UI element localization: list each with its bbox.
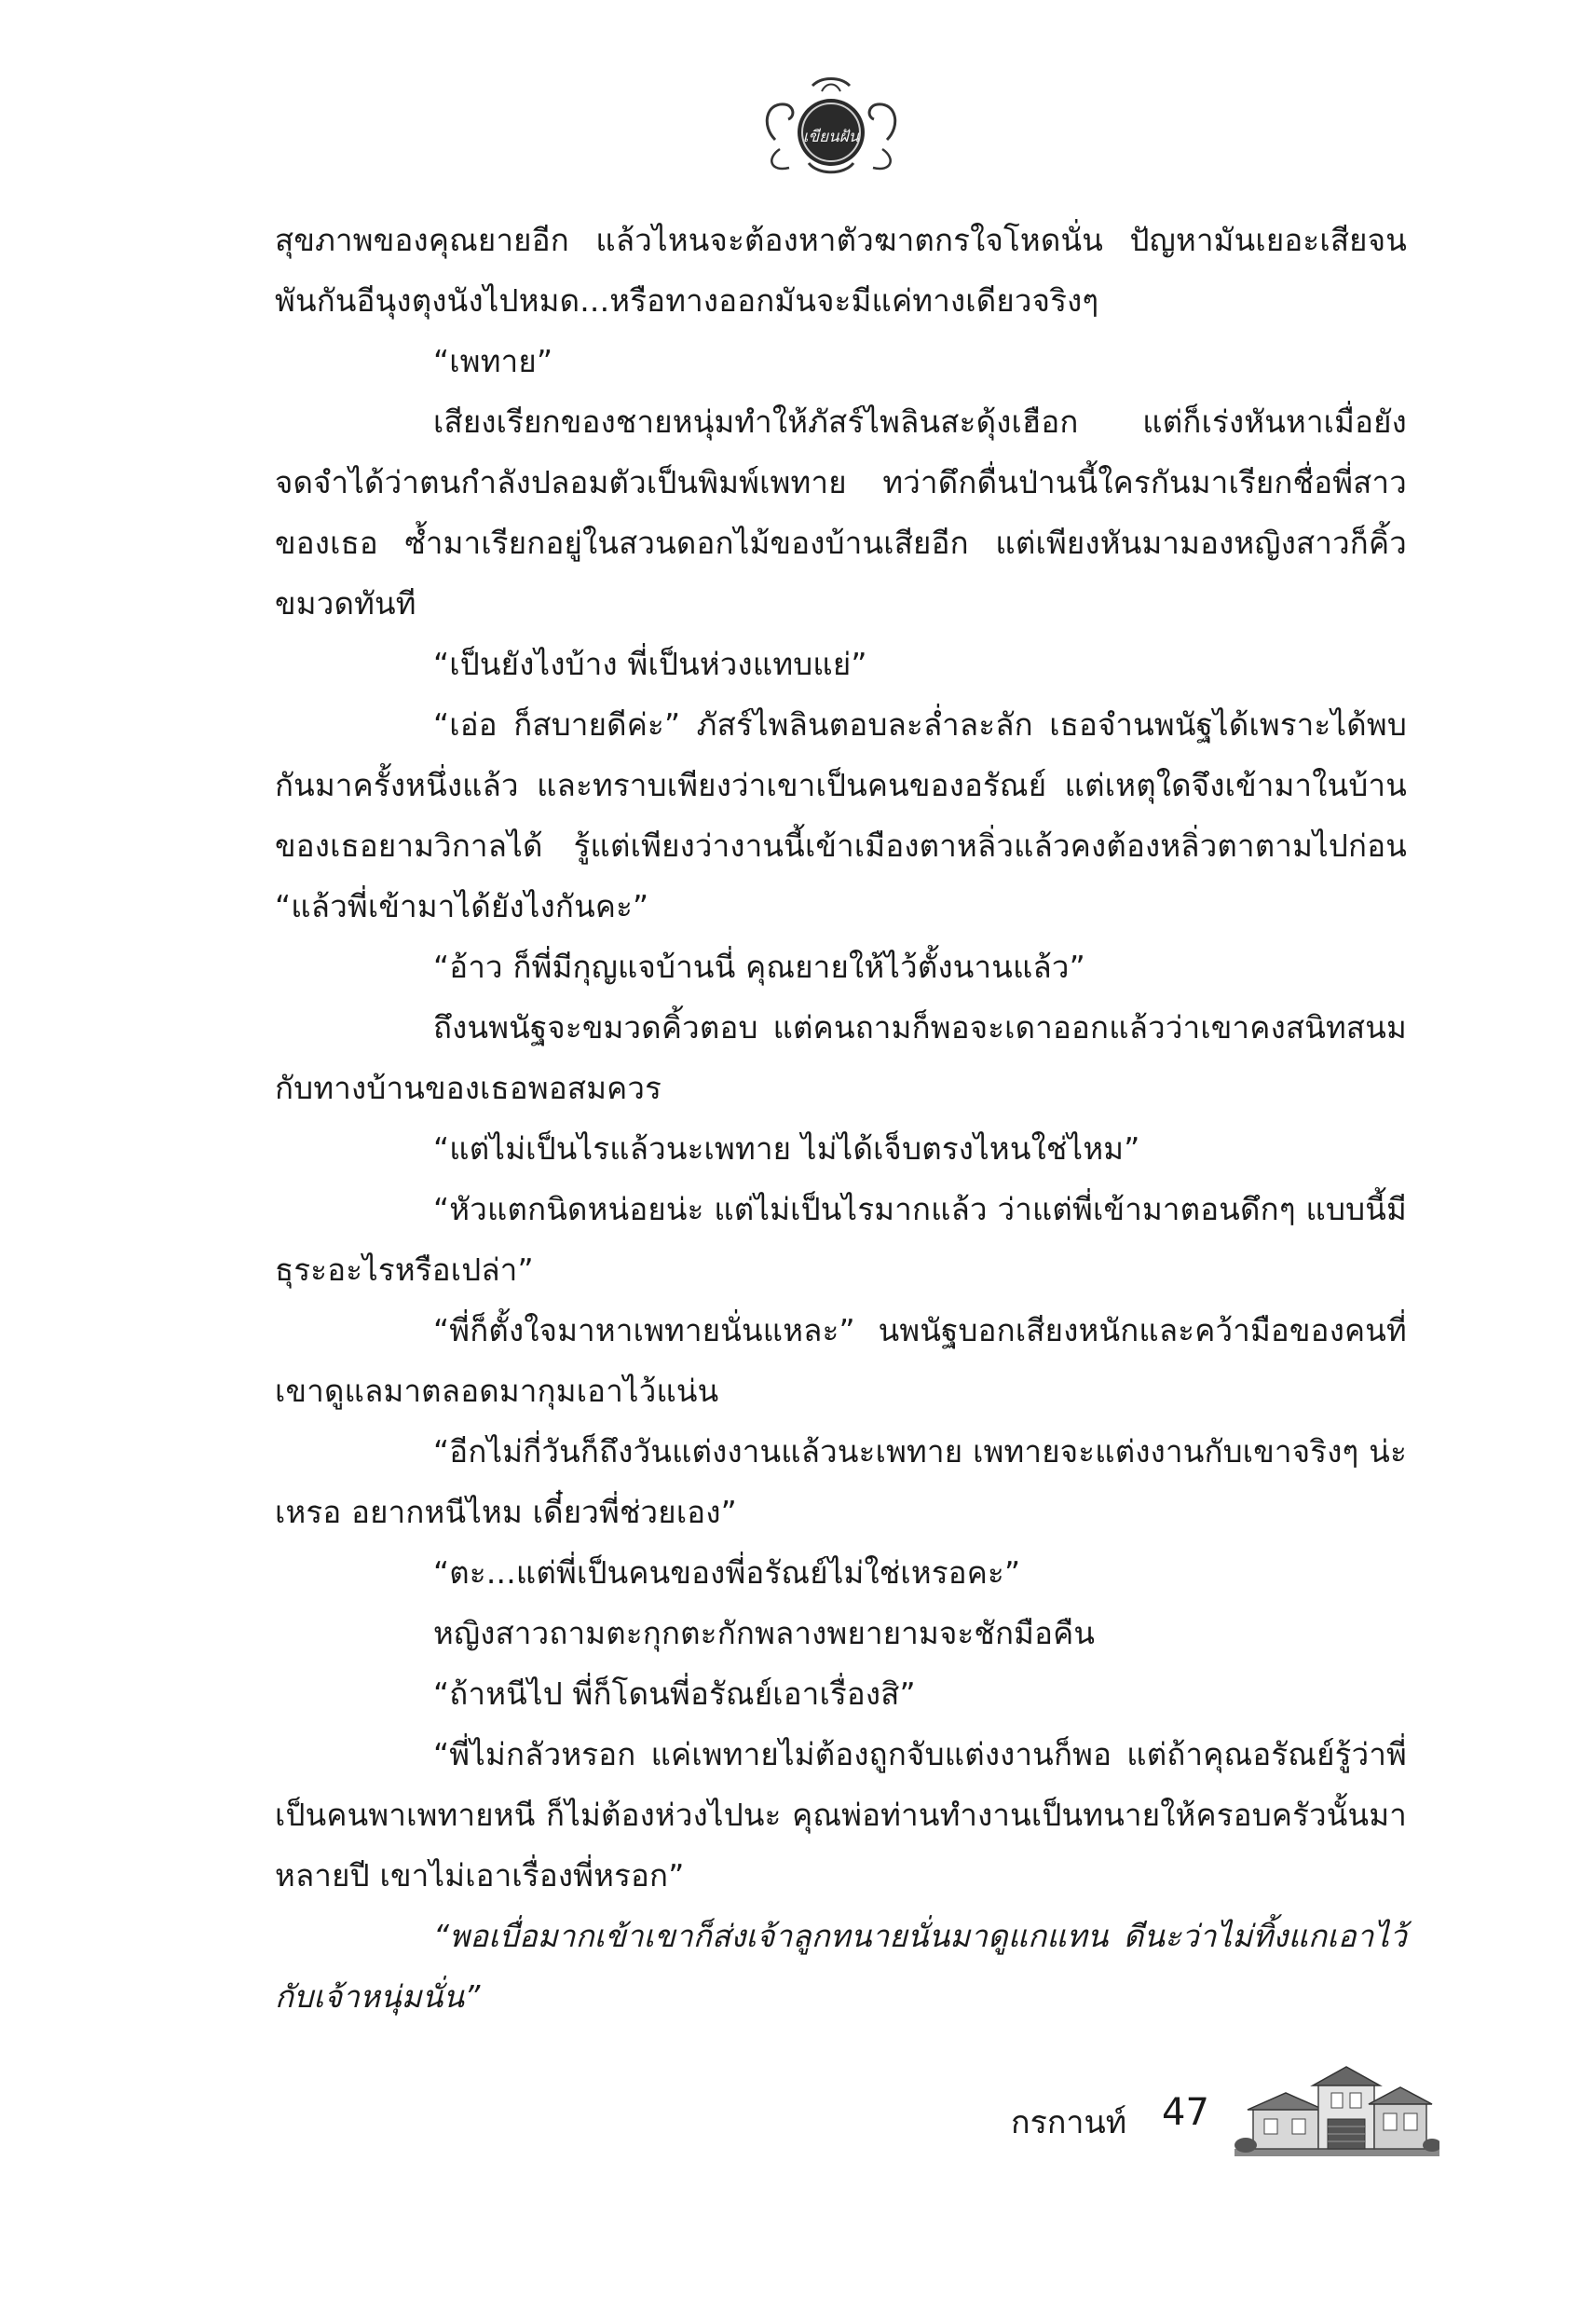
paragraph: เสียงเรียกของชายหนุ่มทำให้ภัสร์ไพลินสะดุ้งเฮือก แต่ก็เร่งหันหาเมื่อยังจดจำได้ว่าตนกำลังปลอมตัวเป็นพิมพ์เพทาย ทว่าดึกดื่นป่านนี้ใครกันมาเรียกชื่อพี่สาวของเธอ ซ้ำมาเรียกอยู่ในสวนดอกไม้ของบ้านเสียอีก แต่เพียงหันมามองหญิงสาวก็คิ้วขมวดทันที	[275, 403, 1407, 622]
paragraph: “พี่ก็ตั้งใจมาหาเพทายนั่นแหละ” นพนัฐบอกเสียงหนักและคว้ามือของคนที่เขาดูแลมาตลอดมากุมเอาไว้แน่น	[275, 1312, 1407, 1409]
paragraph: “เอ่อ ก็สบายดีค่ะ” ภัสร์ไพลินตอบละล่ำละลัก เธอจำนพนัฐได้เพราะได้พบกันมาครั้งหนึ่งแล้ว และทราบเพียงว่าเขาเป็นคนของอรัณย์ แต่เหตุใดจึงเข้ามาในบ้านของเธอยามวิกาลได้ รู้แต่เพียงว่างานนี้เข้าเมืองตาหลิ่วแล้วคงต้องหลิ่วตาตามไปก่อน “แล้วพี่เข้ามาได้ยังไงกันคะ”	[275, 706, 1407, 924]
paragraph: “พี่ไม่กลัวหรอก แค่เพทายไม่ต้องถูกจับแต่งงานก็พอ แต่ถ้าคุณอรัณย์รู้ว่าพี่เป็นคนพาเพทายหนี ก็ไม่ต้องห่วงไปนะ คุณพ่อท่านทำงานเป็นทนายให้ครอบครัวนั้นมาหลายปี เขาไม่เอาเรื่องพี่หรอก”	[275, 1736, 1407, 1894]
paragraph: สุขภาพของคุณยายอีก แล้วไหนจะต้องหาตัวฆาตกรใจโหดนั่น ปัญหามันเยอะเสียจนพันกันอีนุงตุงนังไปหมด...หรือทางออกมันจะมีแค่ทางเดียวจริงๆ	[275, 222, 1407, 319]
paragraph: “เป็นยังไงบ้าง พี่เป็นห่วงแทบแย่”	[433, 646, 867, 682]
house-illustration-icon	[1235, 2059, 1439, 2162]
logo-text: เขียนฝัน	[802, 128, 860, 146]
paragraph: “แต่ไม่เป็นไรแล้วนะเพทาย ไม่ได้เจ็บตรงไหนใช่ไหม”	[433, 1130, 1140, 1167]
paragraph: “อีกไม่กี่วันก็ถึงวันแต่งงานแล้วนะเพทาย เพทายจะแต่งงานกับเขาจริงๆ น่ะเหรอ อยากหนีไหม เดี๋ยวพี่ช่วยเอง”	[275, 1433, 1407, 1530]
paragraph: “หัวแตกนิดหน่อยน่ะ แต่ไม่เป็นไรมากแล้ว ว่าแต่พี่เข้ามาตอนดึกๆ แบบนี้มีธุระอะไรหรือเปล่า”	[275, 1191, 1407, 1288]
page-footer	[1002, 2087, 1467, 2153]
paragraph: “อ้าว ก็พี่มีกุญแจบ้านนี่ คุณยายให้ไว้ตั้งนานแล้ว”	[433, 949, 1085, 985]
body-text	[275, 210, 1407, 2027]
paragraph: หญิงสาวถามตะกุกตะกักพลางพยายามจะชักมือคืน	[433, 1615, 1096, 1651]
paragraph: ถึงนพนัฐจะขมวดคิ้วตอบ แต่คนถามก็พอจะเดาออกแล้วว่าเขาคงสนิทสนมกับทางบ้านของเธอพอสมควร	[275, 1009, 1407, 1106]
paragraph: “พอเบื่อมากเข้าเขาก็ส่งเจ้าลูกทนายนั่นมาดูแกแทน ดีนะว่าไม่ทิ้งแกเอาไว้กับเจ้าหนุ่มนั่น”	[275, 1918, 1407, 2015]
paragraph: “ตะ...แต่พี่เป็นคนของพี่อรัณย์ไม่ใช่เหรอคะ”	[433, 1554, 1021, 1591]
ornate-seal-logo-icon	[757, 75, 906, 182]
book-title: กรกานท์	[1011, 2104, 1127, 2141]
paragraph: “ถ้าหนีไป พี่ก็โดนพี่อรัณย์เอาเรื่องสิ”	[433, 1675, 916, 1712]
page-number: 47	[1162, 2091, 1209, 2134]
paragraph: “เพทาย”	[433, 343, 553, 379]
